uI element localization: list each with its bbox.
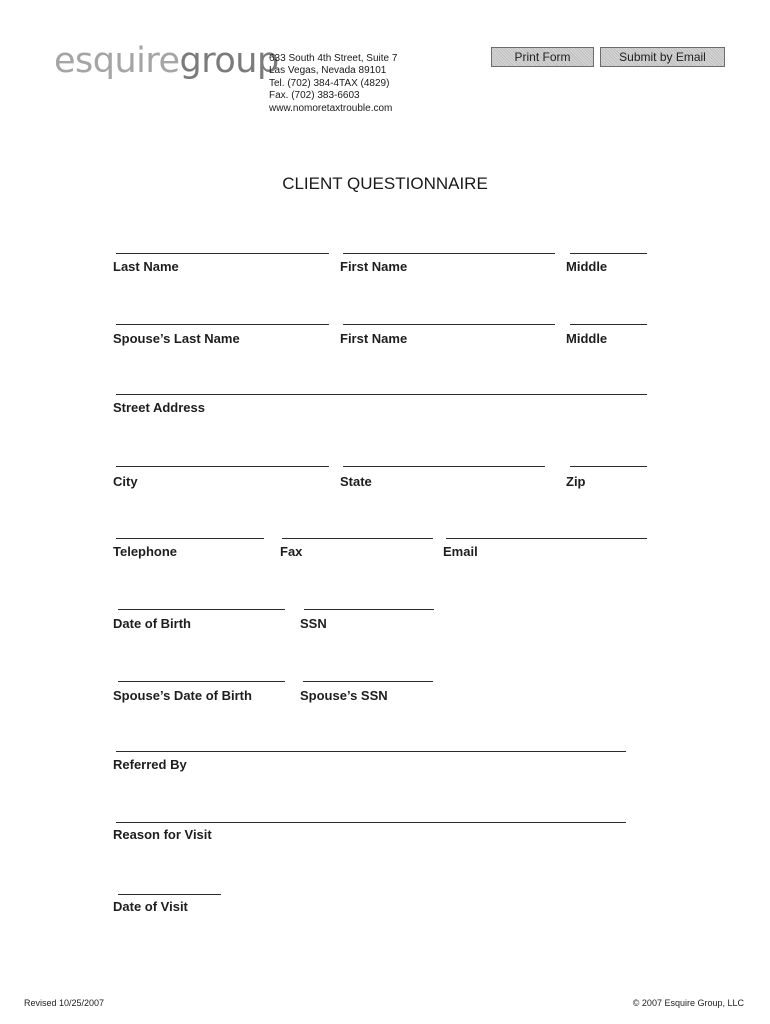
date-of-visit-underline — [118, 894, 221, 895]
reason-for-visit-field[interactable] — [116, 805, 626, 822]
address-fax: Fax. (702) 383-6603 — [269, 90, 360, 102]
reason-for-visit-label: Reason for Visit — [113, 827, 212, 842]
spouse-middle-name-underline — [570, 324, 647, 325]
referred-by-underline — [116, 751, 626, 752]
date-of-birth-underline — [118, 609, 285, 610]
revision-date: Revised 10/25/2007 — [24, 998, 105, 1008]
spouse-date-of-birth-field[interactable] — [118, 664, 285, 681]
date-of-birth-field[interactable] — [118, 592, 285, 609]
first-name-label: First Name — [340, 259, 408, 274]
address-city: Las Vegas, Nevada 89101 — [269, 65, 387, 77]
ssn-underline — [304, 609, 434, 610]
last-name-underline — [116, 253, 329, 254]
zip-label: Zip — [566, 474, 586, 489]
state-underline — [343, 466, 545, 467]
date-of-visit-label: Date of Visit — [113, 899, 188, 914]
spouse-ssn-label: Spouse’s SSN — [300, 688, 388, 703]
address-telephone: Tel. (702) 384-4TAX (4829) — [269, 77, 390, 89]
email-label: Email — [443, 544, 478, 559]
spouse-date-of-birth-label: Spouse’s Date of Birth — [113, 688, 252, 703]
address-website: www.nomoretaxtrouble.com — [269, 102, 393, 114]
copyright-notice: © 2007 Esquire Group, LLC — [632, 998, 744, 1008]
reason-for-visit-underline — [116, 822, 626, 823]
spouse-middle-name-label: Middle — [566, 331, 608, 346]
last-name-field[interactable] — [116, 236, 329, 253]
last-name-label: Last Name — [113, 259, 179, 274]
city-label: City — [113, 474, 138, 489]
city-underline — [116, 466, 329, 467]
state-field[interactable] — [343, 449, 545, 466]
email-field[interactable] — [446, 521, 647, 538]
spouse-first-name-field[interactable] — [343, 307, 555, 324]
print-form-button[interactable]: Print Form — [491, 47, 594, 67]
spouse-last-name-underline — [116, 324, 329, 325]
spouse-ssn-underline — [303, 681, 433, 682]
referred-by-field[interactable] — [116, 734, 626, 751]
middle-name-field[interactable] — [570, 236, 647, 253]
referred-by-label: Referred By — [113, 757, 187, 772]
first-name-field[interactable] — [343, 236, 555, 253]
ssn-field[interactable] — [304, 592, 434, 609]
company-address — [269, 53, 397, 115]
spouse-last-name-field[interactable] — [116, 307, 329, 324]
middle-name-underline — [570, 253, 647, 254]
zip-underline — [570, 466, 647, 467]
spouse-middle-name-field[interactable] — [570, 307, 647, 324]
middle-name-label: Middle — [566, 259, 608, 274]
telephone-label: Telephone — [113, 544, 178, 559]
state-label: State — [340, 474, 372, 489]
submit-by-email-button[interactable]: Submit by Email — [600, 47, 725, 67]
form-title: CLIENT QUESTIONNAIRE — [282, 174, 488, 193]
logo-text-esquire: esquire — [54, 41, 180, 81]
spouse-ssn-field[interactable] — [303, 664, 433, 681]
street-address-field[interactable] — [116, 377, 647, 394]
company-logo — [54, 41, 279, 81]
fax-label: Fax — [280, 544, 303, 559]
street-address-underline — [116, 394, 647, 395]
date-of-visit-field[interactable] — [118, 877, 221, 894]
telephone-underline — [116, 538, 264, 539]
telephone-field[interactable] — [116, 521, 264, 538]
email-underline — [446, 538, 647, 539]
ssn-label: SSN — [300, 616, 327, 631]
spouse-last-name-label: Spouse’s Last Name — [113, 331, 240, 346]
fax-field[interactable] — [282, 521, 433, 538]
spouse-first-name-label: First Name — [340, 331, 408, 346]
address-street: 633 South 4th Street, Suite 7 — [269, 53, 398, 64]
first-name-underline — [343, 253, 555, 254]
street-address-label: Street Address — [113, 400, 205, 415]
city-field[interactable] — [116, 449, 329, 466]
spouse-first-name-underline — [343, 324, 555, 325]
logo-text-group: group — [179, 41, 279, 81]
date-of-birth-label: Date of Birth — [113, 616, 191, 631]
spouse-date-of-birth-underline — [118, 681, 285, 682]
zip-field[interactable] — [570, 449, 647, 466]
fax-underline — [282, 538, 433, 539]
